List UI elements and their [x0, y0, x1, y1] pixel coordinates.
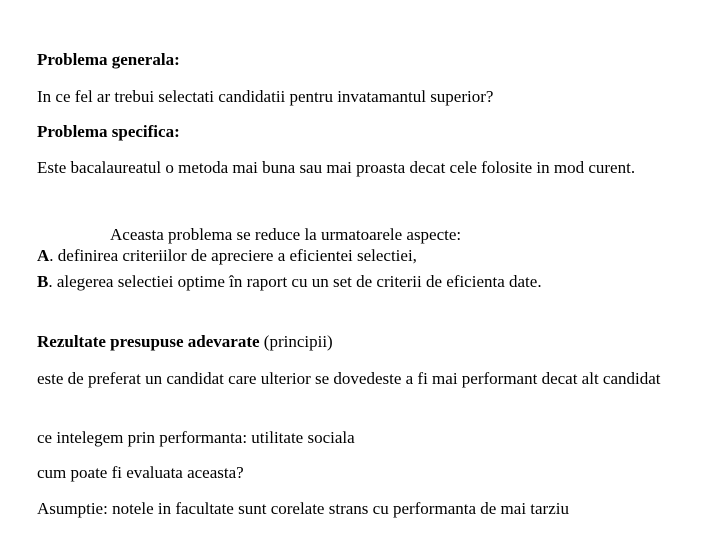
- specific-problem-question: Este bacalaureatul o metoda mai buna sau mai proasta decat cele folosite in mod curent.: [37, 158, 636, 177]
- general-problem-heading: Problema generala:: [37, 50, 180, 69]
- principle-item: cum poate fi evaluata aceasta?: [37, 463, 244, 482]
- aspect-b-label: B: [37, 272, 49, 291]
- principle-item: ce intelegem prin performanta: utilitate sociala: [37, 428, 355, 447]
- aspects-intro: Aceasta problema se reduce la urmatoarele aspecte:: [110, 225, 462, 244]
- aspect-a-text: . definirea criteriilor de apreciere a eficientei selectiei,: [49, 246, 417, 265]
- results-heading-suffix: (principii): [259, 332, 333, 351]
- principle-item: Asumptie: notele in facultate sunt corelate strans cu performanta de mai tarziu: [37, 499, 569, 518]
- aspect-a-label: A: [37, 246, 50, 265]
- general-problem-question: In ce fel ar trebui selectati candidatii pentru invatamantul superior?: [37, 87, 494, 106]
- principle-item: este de preferat un candidat care ulterior se dovedeste a fi mai performant decat alt candidat: [37, 369, 661, 388]
- specific-problem-heading: Problema specifica:: [37, 122, 180, 141]
- results-heading: Rezultate presupuse adevarate: [37, 332, 260, 351]
- aspect-a: [37, 246, 417, 266]
- aspect-b: [37, 272, 542, 292]
- aspect-b-text: . alegerea selectiei optime în raport cu un set de criterii de eficienta date.: [48, 272, 542, 291]
- results-heading-line: [37, 332, 333, 352]
